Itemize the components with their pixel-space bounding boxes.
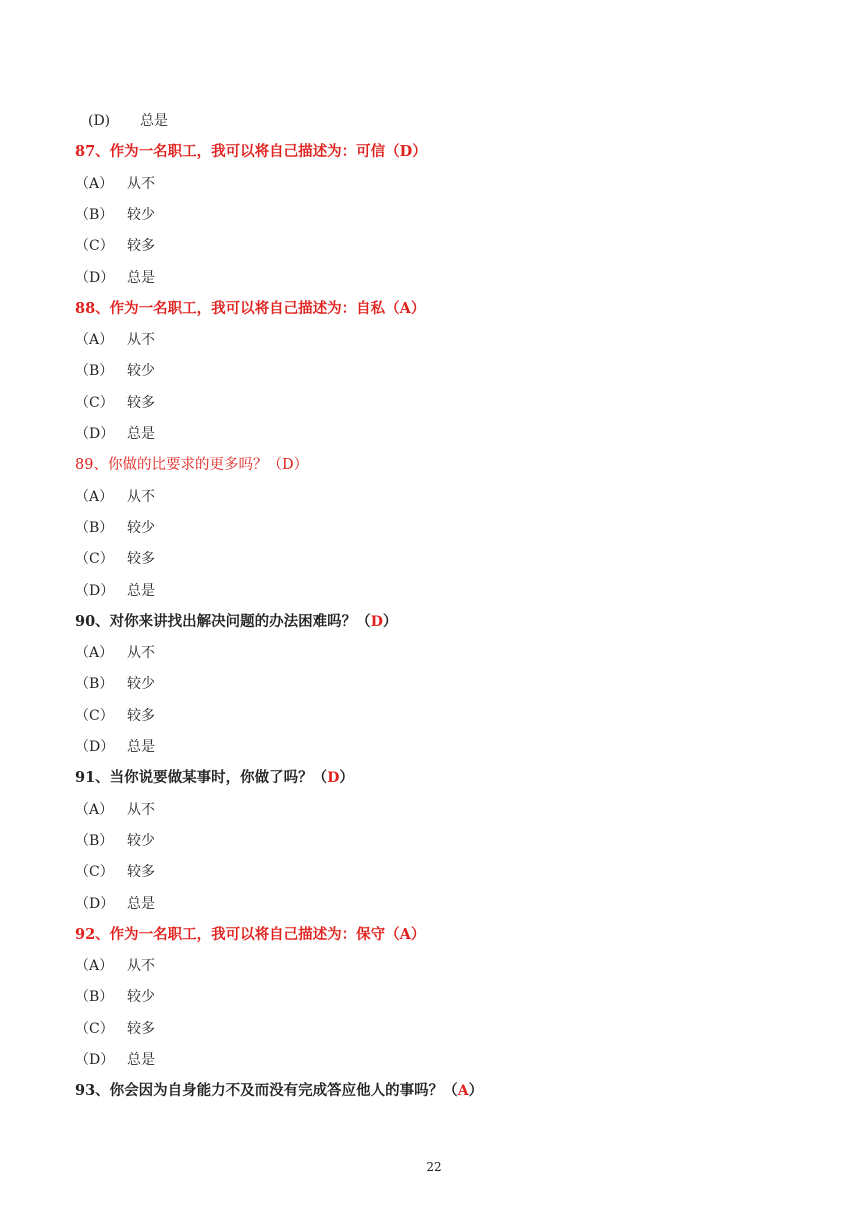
option-text: 较少 <box>127 989 155 1006</box>
answer-option <box>75 1048 155 1072</box>
question-heading <box>75 453 308 477</box>
answer-option <box>75 704 155 728</box>
question-text: 90、对你来讲找出解决问题的办法困难吗？（ <box>75 612 371 630</box>
question-text: 91、当你说要做某事时，你做了吗？（ <box>75 769 328 787</box>
option-letter: （A） <box>75 175 114 192</box>
option-letter: （C） <box>75 1020 114 1037</box>
option-text: 总是 <box>127 739 155 755</box>
answer-option <box>75 672 155 696</box>
option-letter: （D） <box>75 739 115 755</box>
option-letter: （C） <box>75 394 114 411</box>
option-text: 较少 <box>127 676 155 693</box>
option-letter: （A） <box>75 488 114 505</box>
answer-option <box>75 829 155 853</box>
answer-key: A <box>457 1083 469 1100</box>
question-text: 92、作为一名职工，我可以将自己描述为：保守（A） <box>75 925 426 943</box>
option-letter: （D） <box>75 426 115 442</box>
option-letter: （B） <box>75 832 114 849</box>
answer-option <box>75 234 155 258</box>
answer-option <box>75 391 155 415</box>
answer-option <box>75 798 155 822</box>
answer-key: D <box>370 613 383 630</box>
option-letter: （A） <box>75 801 114 818</box>
option-letter: （B） <box>75 989 114 1006</box>
option-text: 从不 <box>127 488 155 505</box>
option-text: 总是 <box>127 582 155 599</box>
option-text: 从不 <box>127 645 155 662</box>
option-text: 总是 <box>127 426 155 442</box>
option-letter: （D） <box>75 582 115 599</box>
option-text: 较多 <box>127 394 155 411</box>
option-text: 总是 <box>140 113 168 129</box>
option-letter: （C） <box>75 864 114 881</box>
answer-option <box>75 985 155 1009</box>
option-text: 从不 <box>127 175 155 192</box>
answer-option <box>75 641 155 665</box>
option-letter: （D） <box>75 1052 115 1068</box>
question-heading <box>75 1079 483 1103</box>
option-text: 较多 <box>127 707 155 724</box>
option-text: 较多 <box>127 864 155 881</box>
answer-option <box>75 485 155 509</box>
question-heading <box>75 766 354 790</box>
question-text: 87、作为一名职工，我可以将自己描述为：可信（D） <box>75 143 427 161</box>
answer-option <box>75 1017 155 1041</box>
question-text: 88、作为一名职工，我可以将自己描述为：自私（A） <box>75 299 426 317</box>
option-letter: （B） <box>75 676 114 693</box>
answer-option <box>75 579 155 603</box>
answer-option <box>75 860 155 884</box>
option-text: 从不 <box>127 801 155 818</box>
answer-option <box>75 954 155 978</box>
option-text: 较少 <box>127 832 155 849</box>
option-text: 总是 <box>127 895 155 912</box>
option-text: 总是 <box>127 269 155 286</box>
question-text: 93、你会因为自身能力不及而没有完成答应他人的事吗？（ <box>75 1082 458 1100</box>
question-text: 89、你做的比要求的更多吗？（D） <box>75 457 309 474</box>
answer-close-paren: ） <box>382 612 398 630</box>
option-letter: （C） <box>75 707 114 724</box>
question-heading <box>75 297 425 321</box>
option-letter: （A） <box>75 958 114 975</box>
option-letter: （B） <box>75 206 114 223</box>
option-text: 总是 <box>127 1052 155 1068</box>
answer-option <box>75 547 155 571</box>
option-text: 较多 <box>127 551 155 568</box>
option-letter: （B） <box>75 363 114 380</box>
page-number: 22 <box>426 1160 442 1174</box>
option-letter: （B） <box>75 519 114 536</box>
question-heading <box>75 923 425 947</box>
answer-option <box>75 266 155 290</box>
option-text: 从不 <box>127 332 155 349</box>
option-letter: （C） <box>75 551 114 568</box>
answer-option <box>75 735 155 759</box>
option-letter: （D） <box>75 895 115 912</box>
answer-option <box>75 359 155 383</box>
option-text: 较少 <box>127 519 155 536</box>
answer-key: D <box>327 770 340 787</box>
option-letter: (D) <box>88 113 111 129</box>
option-letter: （A） <box>75 332 114 349</box>
answer-close-paren: ） <box>468 1082 484 1100</box>
option-text: 较多 <box>127 238 155 255</box>
answer-option <box>88 109 168 133</box>
option-letter: （D） <box>75 269 115 286</box>
answer-close-paren: ） <box>339 769 354 787</box>
answer-option <box>75 328 155 352</box>
option-text: 较多 <box>127 1020 155 1037</box>
answer-option <box>75 892 155 916</box>
answer-option <box>75 422 155 446</box>
option-text: 较少 <box>127 206 155 223</box>
question-heading <box>75 610 397 634</box>
answer-option <box>75 172 155 196</box>
option-letter: （A） <box>75 645 114 662</box>
option-text: 从不 <box>127 958 155 975</box>
question-heading <box>75 140 427 164</box>
option-text: 较少 <box>127 363 155 380</box>
answer-option <box>75 203 155 227</box>
answer-option <box>75 516 155 540</box>
option-letter: （C） <box>75 238 114 255</box>
